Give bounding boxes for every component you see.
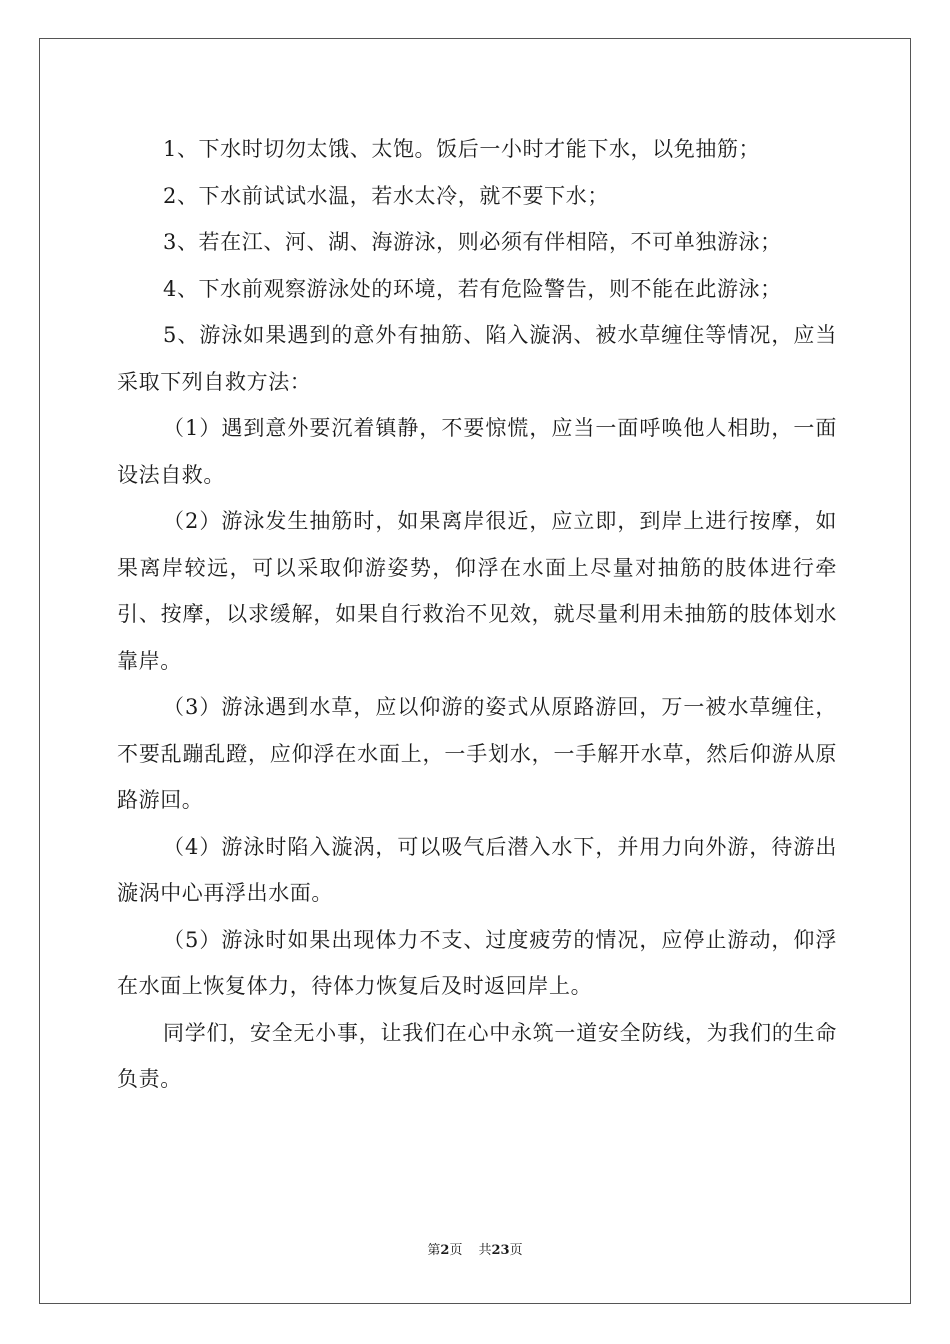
paragraph-self-rescue-5: （5）游泳时如果出现体力不支、过度疲劳的情况，应停止游动，仰浮在水面上恢复体力，待体力恢复后及时返回岸上。 [117,927,837,998]
footer-page-number: 2 [440,1243,450,1258]
paragraph-self-rescue-1: （1）遇到意外要沉着镇静，不要惊慌，应当一面呼唤他人相助，一面设法自救。 [117,416,837,487]
paragraph-rule-2: 2、下水前试试水温，若水太冷，就不要下水； [163,183,609,208]
page-footer [0,1242,950,1260]
paragraph-self-rescue-3: （3）游泳遇到水草，应以仰游的姿式从原路游回，万一被水草缠住，不要乱蹦乱蹬，应仰浮在水面上，一手划水，一手解开水草，然后仰游从原路游回。 [117,695,837,812]
footer-page-suffix: 页 [449,1243,463,1258]
footer-page-prefix: 第 [427,1243,441,1258]
paragraph-rule-5: 5、游泳如果遇到的意外有抽筋、陷入漩涡、被水草缠住等情况，应当采取下列自救方法： [117,323,837,394]
paragraph-rule-3: 3、若在江、河、湖、海游泳，则必须有伴相陪，不可单独游泳； [163,230,782,254]
footer-total-suffix: 页 [509,1243,523,1258]
paragraph-rule-4: 4、下水前观察游泳处的环境，若有危险警告，则不能在此游泳； [163,276,782,301]
footer-total-prefix: 共 [478,1243,492,1258]
document-body [117,126,837,1103]
paragraph-rule-1: 1、下水时切勿太饿、太饱。饭后一小时才能下水，以免抽筋； [163,137,761,161]
paragraph-closing: 同学们，安全无小事，让我们在心中永筑一道安全防线，为我们的生命负责。 [117,1020,837,1091]
paragraph-self-rescue-2: （2）游泳发生抽筋时，如果离岸很近，应立即，到岸上进行按摩，如果离岸较远，可以采取仰游姿势，仰浮在水面上尽量对抽筋的肢体进行牵引、按摩，以求缓解，如果自行救治不见效，就尽量利用未抽筋的肢体划水靠岸。 [117,509,837,673]
footer-total-pages: 23 [491,1243,510,1258]
paragraph-self-rescue-4: （4）游泳时陷入漩涡，可以吸气后潜入水下，并用力向外游，待游出漩涡中心再浮出水面。 [117,834,837,905]
